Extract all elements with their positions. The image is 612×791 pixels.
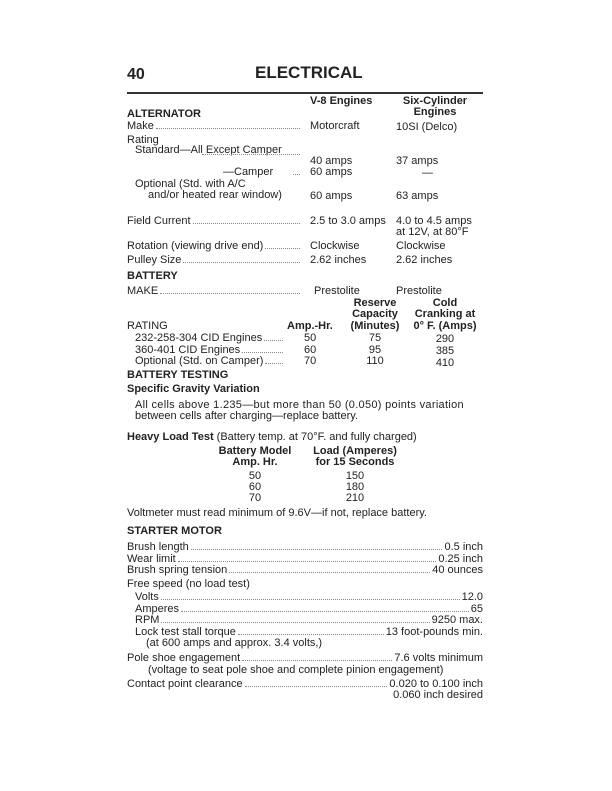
heavy-load-heading: Heavy Load Test <box>127 431 214 443</box>
cell: 75 <box>368 332 382 344</box>
alt-rotation-v8: Clockwise <box>310 240 360 252</box>
cell: 150 <box>345 470 365 482</box>
value: 40 ounces <box>432 564 483 576</box>
alt-standard-leader <box>200 154 302 158</box>
page-title: ELECTRICAL <box>255 63 363 82</box>
alt-optional-line2: and/or heated rear window) <box>148 189 282 201</box>
label: Volts <box>135 591 159 603</box>
label: Wear limit <box>127 553 176 565</box>
starter-row <box>127 564 483 576</box>
lock-note: (at 600 amps and approx. 3.4 volts,) <box>146 637 323 649</box>
alt-field-six-2: at 12V, at 80°F <box>396 226 469 238</box>
cell: 385 <box>435 345 455 357</box>
starter-row <box>135 591 483 603</box>
cell: 70 <box>304 355 317 367</box>
starter-row <box>127 652 483 664</box>
label: 360-401 CID Engines <box>135 344 241 356</box>
cell: 50 <box>248 470 262 482</box>
label: Brush length <box>127 541 189 553</box>
sg-text-1: All cells above 1.235—but more than 50 (0.050) points variation <box>135 399 464 411</box>
contact-note: 0.060 inch desired <box>393 689 483 701</box>
alt-pulley-v8: 2.62 inches <box>310 254 367 266</box>
hdr-reserve-1: Reserve <box>353 297 397 309</box>
battery-make-v8: Prestolite <box>314 285 360 297</box>
battery-heading: BATTERY <box>127 270 178 282</box>
header-rule <box>127 92 483 94</box>
sg-heading: Specific Gravity Variation <box>127 383 260 395</box>
starter-row <box>135 614 483 626</box>
label: MAKE <box>127 285 159 297</box>
value: 9250 max. <box>431 614 483 626</box>
value: 0.020 to 0.100 inch <box>389 678 483 690</box>
battery-row <box>135 332 285 344</box>
alt-standard-six: 37 amps <box>396 155 439 167</box>
battery-testing-heading: BATTERY TESTING <box>127 369 229 381</box>
cell: 60 <box>248 481 262 493</box>
label: Amperes <box>135 603 180 615</box>
alt-standard-v8: 40 amps <box>310 155 353 167</box>
battery-make-six: Prestolite <box>396 285 442 297</box>
label: Contact point clearance <box>127 678 243 690</box>
label: 232-258-304 CID Engines <box>135 332 263 344</box>
heavy-load-note: (Battery temp. at 70°F. and fully charged) <box>213 431 417 443</box>
alt-field-six-1: 4.0 to 4.5 amps <box>396 215 472 227</box>
hdr-cold-3: 0° F. (Amps) <box>413 320 477 332</box>
alt-make-v8: Motorcraft <box>310 120 360 132</box>
cell: 70 <box>248 492 262 504</box>
hdr-cold-1: Cold <box>432 297 458 309</box>
free-speed-label: Free speed (no load test) <box>127 578 250 590</box>
cell: 410 <box>435 357 455 369</box>
alt-camper-six: — <box>422 167 433 179</box>
hdr-reserve-3: (Minutes) <box>350 320 400 332</box>
alt-make-six: 10SI (Delco) <box>396 121 458 133</box>
value: 0.25 inch <box>438 553 483 565</box>
battery-rating-label: RATING <box>127 320 168 332</box>
label: Field Current <box>127 215 191 227</box>
value: 12.0 <box>461 591 483 603</box>
label: Pole shoe engagement <box>127 652 241 664</box>
alt-pulley-six: 2.62 inches <box>396 254 453 266</box>
alt-make-row <box>127 120 302 132</box>
alt-rotation-row <box>127 240 302 252</box>
alt-field-row <box>127 215 302 227</box>
cell: 60 <box>304 344 317 356</box>
label: Pulley Size <box>127 254 182 266</box>
starter-row <box>127 541 483 553</box>
value: 0.5 inch <box>444 541 483 553</box>
alt-optional-six: 63 amps <box>396 190 439 202</box>
battery-make-row <box>127 285 302 297</box>
hdr-cold-2: Cranking at <box>414 308 476 320</box>
cell: 110 <box>366 355 384 367</box>
label: Optional (Std. on Camper) <box>135 355 264 367</box>
value: 13 foot-pounds min. <box>385 626 483 638</box>
hl-hdr-model-2: Amp. Hr. <box>232 456 278 468</box>
alt-optional-v8: 60 amps <box>310 190 353 202</box>
heavy-load-line <box>127 431 417 443</box>
pole-note: (voltage to seat pole shoe and complete pinion engagement) <box>148 664 444 676</box>
col-header-six-1: Six-Cylinder <box>402 95 468 107</box>
hl-hdr-load-2: for 15 Seconds <box>315 456 395 468</box>
alt-standard-label: Standard—All Except Camper <box>135 144 282 156</box>
label: Lock test stall torque <box>135 626 236 638</box>
sg-text-2: between cells after charging—replace battery. <box>135 410 358 422</box>
battery-row <box>135 355 285 367</box>
label: —Camper <box>223 166 274 178</box>
voltmeter-note: Voltmeter must read minimum of 9.6V—if not, replace battery. <box>127 507 427 519</box>
alt-optional-line1: Optional (Std. with A/C <box>135 178 246 190</box>
alt-camper-v8: 60 amps <box>310 166 353 178</box>
label: RPM <box>135 614 160 626</box>
hdr-reserve-2: Capacity <box>352 308 398 320</box>
alt-camper-row <box>223 166 302 178</box>
label: Rotation (viewing drive end) <box>127 240 264 252</box>
label: Brush spring tension <box>127 564 228 576</box>
cell: 290 <box>435 333 455 345</box>
col-header-six-2: Engines <box>413 106 457 118</box>
col-header-v8: V-8 Engines <box>310 95 373 107</box>
alt-rotation-six: Clockwise <box>396 240 446 252</box>
value: 7.6 volts minimum <box>394 652 483 664</box>
hdr-amp-hr: Amp.-Hr. <box>287 320 333 332</box>
cell: 95 <box>368 344 382 356</box>
alt-pulley-row <box>127 254 302 266</box>
alt-field-v8: 2.5 to 3.0 amps <box>310 215 386 227</box>
starter-heading: STARTER MOTOR <box>127 525 222 537</box>
cell: 180 <box>345 481 365 493</box>
label: Make <box>127 120 154 132</box>
alt-rating-label: Rating <box>127 134 159 146</box>
page-number: 40 <box>127 66 145 83</box>
hl-hdr-load-1: Load (Amperes) <box>313 445 397 457</box>
cell: 210 <box>345 492 365 504</box>
alternator-heading: ALTERNATOR <box>127 108 201 120</box>
cell: 50 <box>304 332 317 344</box>
value: 65 <box>470 603 483 615</box>
hl-hdr-model-1: Battery Model <box>218 445 292 457</box>
